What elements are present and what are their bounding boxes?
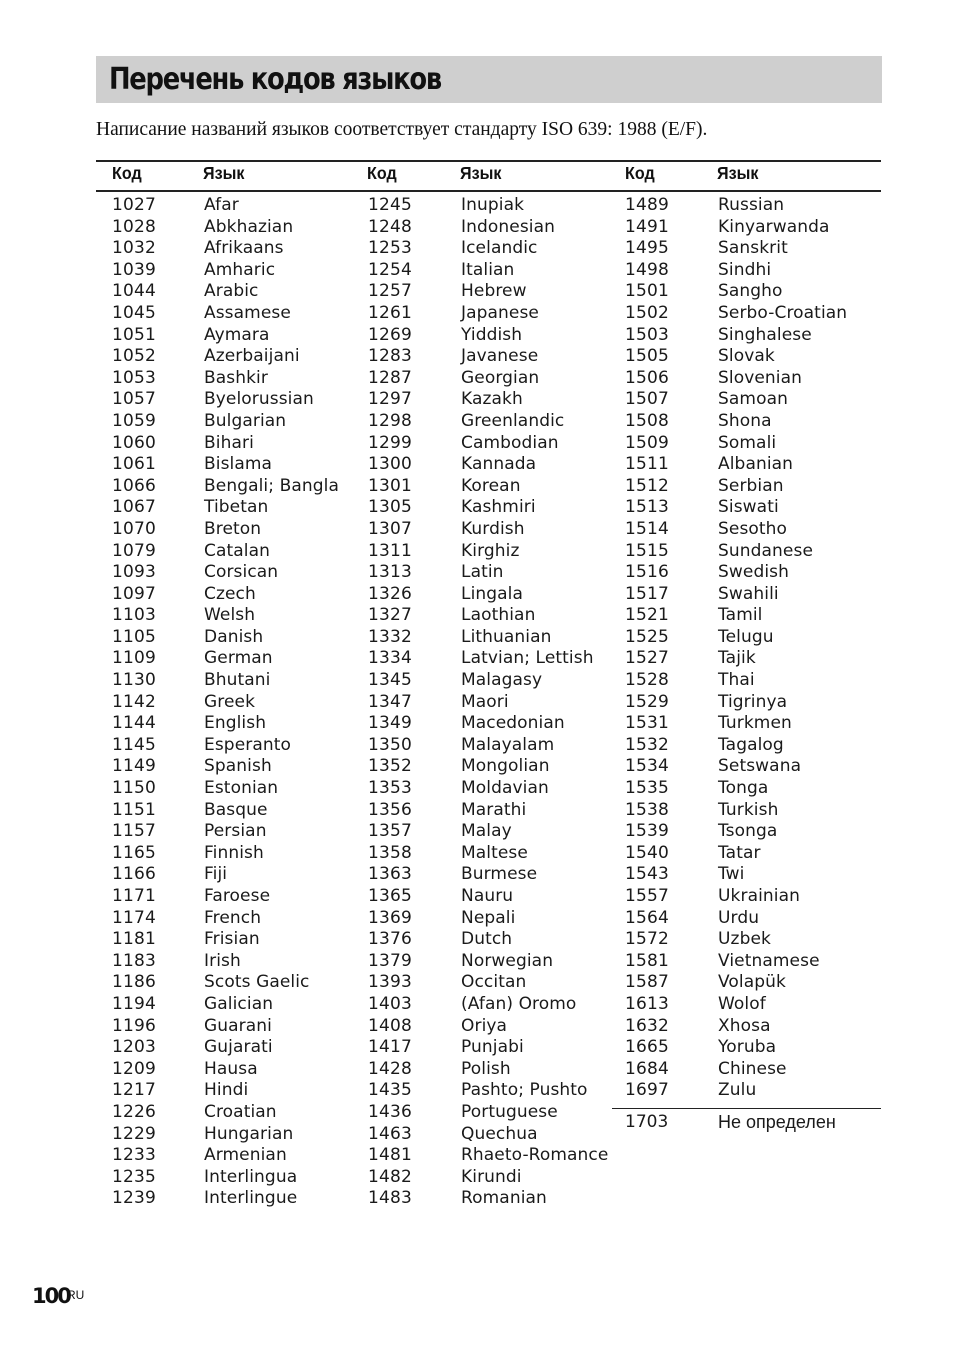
language-code: 1307 [368, 518, 413, 539]
language-name: Tamil [718, 605, 763, 626]
language-name: Dutch [461, 929, 513, 950]
language-name: Kinyarwanda [718, 216, 830, 237]
language-code: 1350 [368, 734, 413, 755]
language-code: 1150 [112, 778, 157, 799]
language-code: 1697 [625, 1080, 670, 1101]
language-code: 1352 [368, 756, 413, 777]
language-name: Catalan [204, 540, 270, 561]
language-name: Rhaeto-Romance [461, 1145, 609, 1166]
language-code: 1482 [368, 1166, 413, 1187]
language-code: 1353 [368, 778, 413, 799]
language-name: Lingala [461, 583, 524, 604]
language-code: 1525 [625, 626, 670, 647]
language-code: 1052 [112, 346, 157, 367]
table-top-rule [96, 160, 881, 162]
language-code: 1403 [368, 993, 413, 1014]
language-name: Kirghiz [461, 540, 520, 561]
page-title: Перечень кодов языков [109, 62, 441, 97]
language-code: 1209 [112, 1058, 157, 1079]
language-name: Sindhi [718, 259, 772, 280]
language-name: Russian [718, 195, 785, 215]
language-code: 1665 [625, 1037, 670, 1058]
language-name: Czech [204, 583, 256, 604]
language-name: Romanian [461, 1188, 547, 1209]
language-code: 1079 [112, 540, 157, 561]
language-name: Basque [204, 799, 268, 820]
language-code: 1028 [112, 216, 157, 237]
language-name: Persian [204, 821, 267, 842]
language-name: Urdu [718, 907, 760, 928]
language-name: Slovak [718, 346, 775, 367]
language-name: Polish [461, 1058, 511, 1079]
language-name: Bhutani [204, 670, 271, 691]
language-name: Sangho [718, 281, 783, 302]
language-name: Yoruba [718, 1037, 777, 1058]
table-header-rule [96, 190, 881, 192]
language-name: Pashto; Pushto [461, 1080, 588, 1101]
language-code: 1057 [112, 389, 157, 410]
language-code: 1521 [625, 605, 670, 626]
language-name: Javanese [461, 346, 539, 367]
language-name: Burmese [461, 864, 538, 885]
language-name: Ukrainian [718, 886, 801, 906]
language-name: Kurdish [461, 518, 525, 539]
language-name: Georgian [461, 367, 540, 388]
language-code: 1515 [625, 540, 670, 561]
language-code: 1171 [112, 886, 157, 906]
language-code: 1327 [368, 605, 413, 626]
language-code: 1261 [368, 302, 413, 323]
page-language-suffix: RU [67, 1288, 85, 1302]
language-code: 1061 [112, 454, 157, 475]
language-name: Maltese [461, 842, 528, 863]
language-code: 1463 [368, 1123, 413, 1144]
language-name: Arabic [204, 281, 259, 302]
language-name: Serbo-Croatian [718, 302, 848, 323]
language-code: 1506 [625, 367, 670, 388]
language-name: Assamese [204, 302, 291, 323]
language-name: Nepali [461, 907, 516, 928]
language-code: 1564 [625, 907, 670, 928]
language-name: Bengali; Bangla [204, 475, 339, 496]
language-name: Latin [461, 562, 504, 583]
language-code: 1165 [112, 842, 157, 863]
language-code: 1311 [368, 540, 413, 561]
language-code: 1495 [625, 238, 670, 259]
language-code: 1226 [112, 1101, 157, 1122]
language-name: Welsh [204, 605, 256, 626]
language-code: 1581 [625, 950, 670, 971]
language-name: Azerbaijani [204, 346, 300, 367]
language-code: 1501 [625, 281, 670, 302]
language-name: Xhosa [718, 1015, 771, 1036]
language-name: Norwegian [461, 950, 554, 971]
language-name: Kirundi [461, 1166, 522, 1187]
language-name: Oriya [461, 1015, 508, 1036]
page-number: 100 [32, 1284, 70, 1308]
language-code: 1203 [112, 1037, 157, 1058]
language-name: Bulgarian [204, 410, 287, 431]
language-name: Tatar [718, 842, 761, 863]
language-code: 1257 [368, 281, 413, 302]
language-code: 1233 [112, 1145, 157, 1166]
language-name: Byelorussian [204, 389, 314, 410]
language-name: Indonesian [461, 216, 555, 237]
language-name: Turkish [718, 799, 779, 820]
language-name: Frisian [204, 929, 260, 950]
language-code: 1287 [368, 367, 413, 388]
language-code: 1349 [368, 713, 413, 734]
language-code: 1508 [625, 410, 670, 431]
language-name: Spanish [204, 756, 272, 777]
language-code: 1181 [112, 929, 157, 950]
language-code: 1283 [368, 346, 413, 367]
language-code: 1332 [368, 626, 413, 647]
language-name: Bashkir [204, 367, 268, 388]
language-name: Malagasy [461, 670, 543, 691]
language-code: 1183 [112, 950, 157, 971]
language-code: 1253 [368, 238, 413, 259]
language-name: Moldavian [461, 778, 549, 799]
language-name: Croatian [204, 1101, 277, 1122]
language-name: Quechua [461, 1123, 538, 1144]
header-code-3: Код [625, 163, 655, 183]
language-code: 1356 [368, 799, 413, 820]
language-name: (Afan) Oromo [461, 993, 577, 1014]
language-code: 1408 [368, 1015, 413, 1036]
language-code: 1186 [112, 972, 157, 993]
language-code: 1105 [112, 626, 157, 647]
language-name: Tagalog [718, 734, 784, 755]
language-code: 1305 [368, 497, 413, 518]
language-code: 1365 [368, 886, 413, 906]
language-code: 1103 [112, 605, 157, 626]
language-name: Corsican [204, 562, 279, 583]
language-name: Finnish [204, 842, 264, 863]
language-name: Tsonga [718, 821, 778, 842]
language-name: Fiji [204, 864, 228, 885]
language-code: 1512 [625, 475, 670, 496]
language-code: 1045 [112, 302, 157, 323]
language-code: 1067 [112, 497, 157, 518]
language-code: 1511 [625, 454, 670, 475]
language-code: 1502 [625, 302, 670, 323]
language-name: French [204, 907, 262, 928]
language-name: Kazakh [461, 389, 523, 410]
language-code: 1313 [368, 562, 413, 583]
language-code: 1491 [625, 216, 670, 237]
undefined-language: Не определен [718, 1112, 836, 1132]
undefined-separator-rule [612, 1108, 881, 1109]
language-name: Afrikaans [204, 238, 284, 259]
language-code: 1345 [368, 670, 413, 691]
title-bar [96, 56, 882, 103]
language-name: Telugu [718, 626, 774, 647]
language-code: 1498 [625, 259, 670, 280]
language-code: 1145 [112, 734, 157, 755]
language-code: 1436 [368, 1101, 413, 1122]
language-name: Hindi [204, 1080, 249, 1101]
language-name: Bislama [204, 454, 273, 475]
language-name: Samoan [718, 389, 788, 410]
language-code: 1239 [112, 1188, 157, 1209]
language-name: Armenian [204, 1145, 287, 1166]
language-name: Singhalese [718, 324, 812, 345]
language-name: Guarani [204, 1015, 272, 1036]
language-code: 1044 [112, 281, 157, 302]
language-name: Somali [718, 432, 777, 453]
language-code: 1142 [112, 691, 157, 712]
language-name: Faroese [204, 886, 271, 906]
language-name: Hausa [204, 1058, 258, 1079]
language-code: 1051 [112, 324, 157, 345]
language-code: 1032 [112, 238, 157, 259]
language-name: Swahili [718, 583, 779, 604]
language-code: 1632 [625, 1015, 670, 1036]
language-name: German [204, 648, 273, 669]
language-name: Sesotho [718, 518, 788, 539]
language-name: Laothian [461, 605, 536, 626]
language-code: 1587 [625, 972, 670, 993]
language-code: 1532 [625, 734, 670, 755]
language-name: Punjabi [461, 1037, 524, 1058]
language-name: Thai [718, 670, 755, 691]
language-code: 1535 [625, 778, 670, 799]
language-code: 1540 [625, 842, 670, 863]
language-name: Hungarian [204, 1123, 294, 1144]
language-code: 1066 [112, 475, 157, 496]
language-name: Tibetan [204, 497, 269, 518]
language-code: 1269 [368, 324, 413, 345]
language-name: Wolof [718, 993, 766, 1014]
language-name: Estonian [204, 778, 279, 799]
language-code: 1093 [112, 562, 157, 583]
language-name: Afar [204, 195, 239, 215]
language-name: Breton [204, 518, 262, 539]
language-name: Sanskrit [718, 238, 788, 259]
header-language-2: Язык [460, 163, 502, 183]
language-name: Nauru [461, 886, 514, 906]
language-name: Uzbek [718, 929, 771, 950]
language-code: 1543 [625, 864, 670, 885]
language-code: 1507 [625, 389, 670, 410]
language-name: Bihari [204, 432, 254, 453]
language-code: 1301 [368, 475, 413, 496]
language-code: 1157 [112, 821, 157, 842]
language-code: 1196 [112, 1015, 157, 1036]
language-code: 1379 [368, 950, 413, 971]
language-name: Tonga [718, 778, 769, 799]
language-name: Gujarati [204, 1037, 273, 1058]
language-code: 1483 [368, 1188, 413, 1209]
language-code: 1059 [112, 410, 157, 431]
language-name: Zulu [718, 1080, 757, 1101]
language-name: Macedonian [461, 713, 565, 734]
language-code: 1060 [112, 432, 157, 453]
language-name: Lithuanian [461, 626, 552, 647]
language-code: 1326 [368, 583, 413, 604]
language-name: Occitan [461, 972, 527, 993]
language-name: English [204, 713, 267, 734]
language-code: 1097 [112, 583, 157, 604]
language-code: 1509 [625, 432, 670, 453]
language-code: 1298 [368, 410, 413, 431]
language-name: Inupiak [461, 195, 525, 215]
language-name: Malayalam [461, 734, 555, 755]
language-code: 1194 [112, 993, 157, 1014]
language-code: 1347 [368, 691, 413, 712]
language-code: 1513 [625, 497, 670, 518]
language-name: Tigrinya [718, 691, 788, 712]
language-code: 1358 [368, 842, 413, 863]
language-code: 1369 [368, 907, 413, 928]
header-language-3: Язык [717, 163, 759, 183]
language-code: 1130 [112, 670, 157, 691]
language-code: 1357 [368, 821, 413, 842]
undefined-code: 1703 [625, 1112, 669, 1132]
language-code: 1505 [625, 346, 670, 367]
language-name: Greenlandic [461, 410, 565, 431]
language-name: Sundanese [718, 540, 813, 561]
header-language-1: Язык [203, 163, 245, 183]
subtitle: Написание названий языков соответствует стандарту ISO 639: 1988 (E/F). [96, 119, 708, 140]
language-name: Marathi [461, 799, 527, 820]
language-name: Tajik [718, 648, 756, 669]
language-code: 1070 [112, 518, 157, 539]
language-name: Irish [204, 950, 241, 971]
language-code: 1363 [368, 864, 413, 885]
language-name: Danish [204, 626, 264, 647]
language-code: 1417 [368, 1037, 413, 1058]
language-code: 1217 [112, 1080, 157, 1101]
language-name: Abkhazian [204, 216, 294, 237]
language-code: 1531 [625, 713, 670, 734]
language-code: 1534 [625, 756, 670, 777]
language-code: 1334 [368, 648, 413, 669]
language-name: Icelandic [461, 238, 538, 259]
language-code: 1248 [368, 216, 413, 237]
language-name: Amharic [204, 259, 276, 280]
language-code: 1428 [368, 1058, 413, 1079]
language-code: 1557 [625, 886, 670, 906]
language-name: Serbian [718, 475, 784, 496]
language-code: 1684 [625, 1058, 670, 1079]
language-code: 1503 [625, 324, 670, 345]
language-code: 1572 [625, 929, 670, 950]
language-name: Turkmen [718, 713, 792, 734]
language-name: Shona [718, 410, 772, 431]
language-name: Portuguese [461, 1101, 558, 1122]
language-name: Esperanto [204, 734, 291, 755]
language-code: 1435 [368, 1080, 413, 1101]
language-code: 1528 [625, 670, 670, 691]
language-name: Twi [718, 864, 745, 885]
language-code: 1039 [112, 259, 157, 280]
language-name: Maori [461, 691, 509, 712]
language-name: Yiddish [461, 324, 523, 345]
language-code: 1299 [368, 432, 413, 453]
language-name: Latvian; Lettish [461, 648, 594, 669]
language-name: Kannada [461, 454, 537, 475]
language-name: Setswana [718, 756, 802, 777]
language-name: Siswati [718, 497, 779, 518]
language-code: 1514 [625, 518, 670, 539]
language-code: 1613 [625, 993, 670, 1014]
language-code: 1245 [368, 195, 413, 215]
language-name: Volapük [718, 972, 786, 993]
language-code: 1174 [112, 907, 157, 928]
language-name: Chinese [718, 1058, 787, 1079]
language-code: 1144 [112, 713, 157, 734]
language-name: Malay [461, 821, 512, 842]
language-name: Scots Gaelic [204, 972, 310, 993]
language-code: 1376 [368, 929, 413, 950]
language-code: 1151 [112, 799, 157, 820]
language-code: 1481 [368, 1145, 413, 1166]
language-code: 1527 [625, 648, 670, 669]
language-name: Mongolian [461, 756, 550, 777]
language-code: 1393 [368, 972, 413, 993]
language-name: Swedish [718, 562, 789, 583]
language-name: Japanese [461, 302, 539, 323]
language-name: Korean [461, 475, 521, 496]
language-code: 1539 [625, 821, 670, 842]
header-code-2: Код [367, 163, 397, 183]
language-name: Hebrew [461, 281, 527, 302]
language-name: Albanian [718, 454, 794, 475]
language-code: 1109 [112, 648, 157, 669]
language-code: 1254 [368, 259, 413, 280]
language-code: 1166 [112, 864, 157, 885]
language-name: Kashmiri [461, 497, 536, 518]
language-code: 1149 [112, 756, 157, 777]
language-code: 1229 [112, 1123, 157, 1144]
language-name: Galician [204, 993, 274, 1014]
language-name: Italian [461, 259, 515, 280]
header-code-1: Код [112, 163, 142, 183]
language-name: Cambodian [461, 432, 559, 453]
language-code: 1300 [368, 454, 413, 475]
language-code: 1235 [112, 1166, 157, 1187]
language-name: Aymara [204, 324, 270, 345]
language-name: Interlingue [204, 1188, 298, 1209]
language-code: 1027 [112, 195, 157, 215]
language-name: Greek [204, 691, 256, 712]
language-name: Interlingua [204, 1166, 298, 1187]
language-code: 1517 [625, 583, 670, 604]
language-code: 1053 [112, 367, 157, 388]
language-name: Slovenian [718, 367, 803, 388]
language-code: 1529 [625, 691, 670, 712]
language-code: 1489 [625, 195, 670, 215]
language-name: Vietnamese [718, 950, 820, 971]
language-code: 1297 [368, 389, 413, 410]
language-code: 1538 [625, 799, 670, 820]
language-code: 1516 [625, 562, 670, 583]
